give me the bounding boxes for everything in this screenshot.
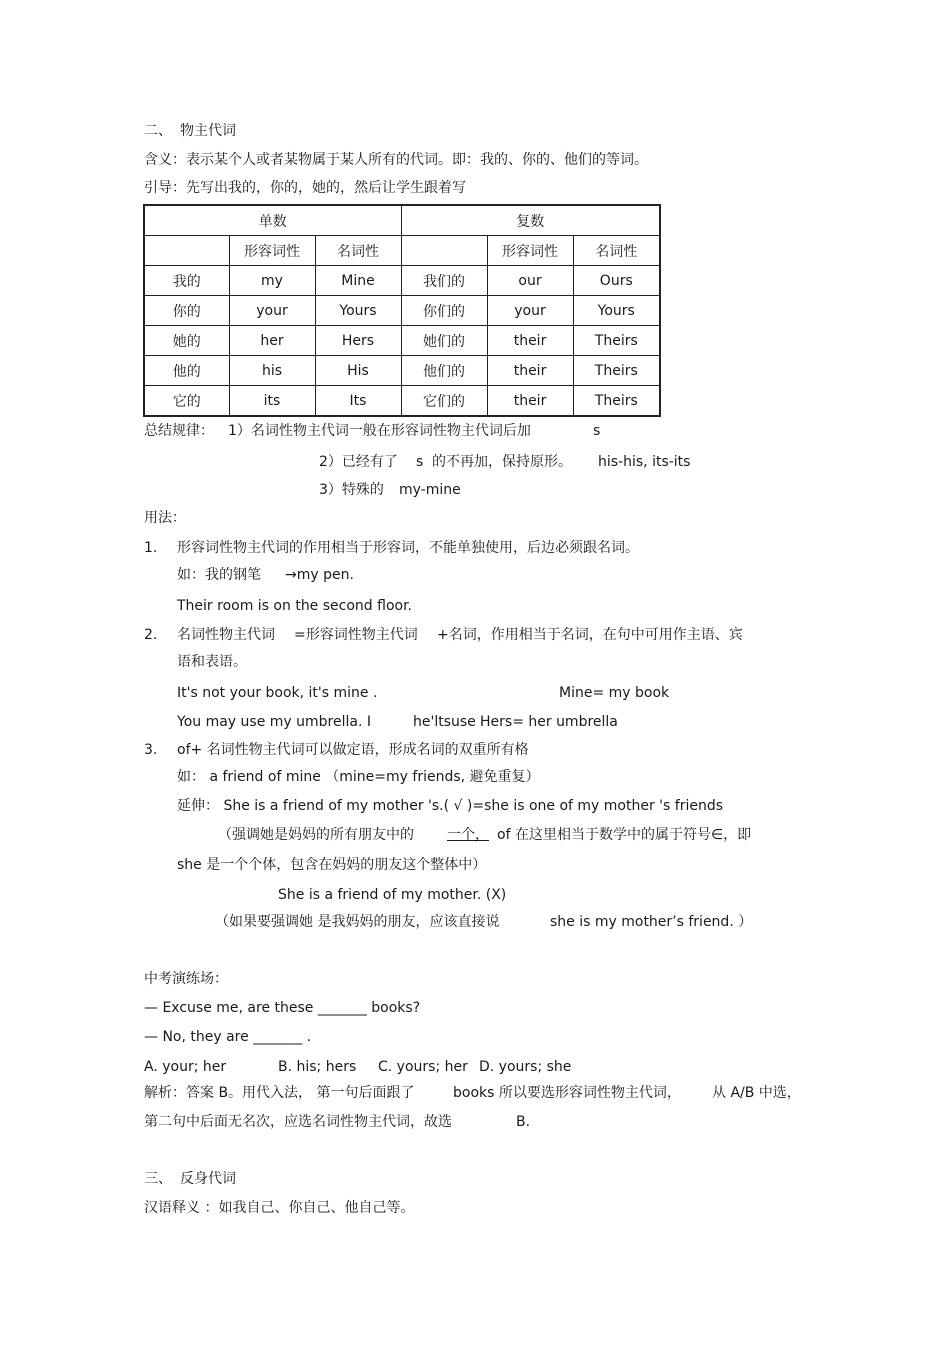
table-cell: His xyxy=(315,356,401,386)
section-heading: 反身代词 xyxy=(180,1171,236,1187)
summary-rule3: 3）特殊的 xyxy=(319,482,384,498)
usage-item2-example1: It's not your book, it's mine . xyxy=(177,685,378,701)
table-cell: your xyxy=(229,296,315,326)
table-row xyxy=(144,356,660,386)
table-cell: Theirs xyxy=(573,356,660,386)
usage-item3: of+ 名词性物主代词可以做定语，形成名词的双重所有格 xyxy=(177,742,529,758)
summary-rule3-example: my-mine xyxy=(399,482,461,498)
exam-question-line1: — Excuse me, are these _______ books? xyxy=(144,1000,421,1016)
usage-item1-example-label: 如：我的钢笔 xyxy=(177,567,261,583)
table-cell: 我的 xyxy=(144,266,229,296)
exam-option-c: C. yours; her xyxy=(378,1059,468,1075)
table-cell: Theirs xyxy=(573,386,660,417)
table-row xyxy=(144,386,660,417)
table-cell: our xyxy=(487,266,573,296)
table-row xyxy=(144,296,660,326)
meaning-text: 含义：表示某个人或者某物属于某人所有的代词。即：我的、你的、他们的等词。 xyxy=(144,152,648,168)
usage-item2-c: +名词，作用相当于名词，在句中可用作主语、宾 xyxy=(437,627,743,643)
section-number: 二、 xyxy=(144,123,172,139)
exam-question-line2: — No, they are _______ . xyxy=(144,1029,312,1045)
table-row xyxy=(144,326,660,356)
summary-rule2: 2）已经有了 xyxy=(319,454,398,470)
exam-analysis-b: books 所以要选形容词性物主代词， xyxy=(453,1085,681,1101)
usage-item2-example2: You may use my umbrella. I xyxy=(177,714,371,730)
table-row xyxy=(144,266,660,296)
section-heading: 物主代词 xyxy=(180,123,236,139)
possessive-pronoun-table xyxy=(143,204,661,417)
table-cell: Yours xyxy=(315,296,401,326)
summary-rule1: 1）名词性物主代词一般在形容词性物主代词后加 xyxy=(228,423,531,439)
usage-item1-example2: Their room is on the second floor. xyxy=(177,598,412,614)
table-cell: 她们的 xyxy=(401,326,487,356)
table-cell: your xyxy=(487,296,573,326)
table-cell: 你们的 xyxy=(401,296,487,326)
section3-meaning: 汉语释义 ：如我自己、你自己、他自己等。 xyxy=(144,1200,415,1216)
table-cell: 它们的 xyxy=(401,386,487,417)
table-cell: 他们的 xyxy=(401,356,487,386)
table-cell: its xyxy=(229,386,315,417)
usage-item2-example2-note: Hers= her umbrella xyxy=(480,714,618,730)
exam-label: 中考演练场： xyxy=(144,971,228,987)
table-cell: Yours xyxy=(573,296,660,326)
usage-item3-note-c: of 在这里相当于数学中的属于符号∈，即 xyxy=(497,827,752,843)
usage-item3-wrong-example: She is a friend of my mother. (X) xyxy=(278,887,507,903)
table-cell: Mine xyxy=(315,266,401,296)
usage-item3-note-b: 一个， xyxy=(447,827,489,843)
adj-header: 形容词性 xyxy=(229,236,315,266)
usage-item3-note-a: （强调她是妈妈的所有朋友中的 xyxy=(218,827,414,843)
plural-header: 复数 xyxy=(401,205,660,236)
summary-label: 总结规律： xyxy=(144,423,214,439)
usage-item3-example: 如： a friend of mine （mine=my friends, 避免重复） xyxy=(177,769,540,785)
usage-item3-wrong-note-a: （如果要强调她 是我妈妈的朋友，应该直接说 xyxy=(215,914,500,930)
item-number: 3. xyxy=(144,742,158,758)
table-cell: 你的 xyxy=(144,296,229,326)
table-cell: 它的 xyxy=(144,386,229,417)
usage-item1-example: →my pen. xyxy=(285,567,354,583)
table-cell: Its xyxy=(315,386,401,417)
exam-option-a: A. your; her xyxy=(144,1059,227,1075)
summary-rule1-s: s xyxy=(593,423,601,439)
usage-item3-extension: 延伸： She is a friend of my mother 's.( √ )=she is one of my mother 's friends xyxy=(177,798,724,814)
table-subheader-row xyxy=(144,236,660,266)
table-cell: Hers xyxy=(315,326,401,356)
exam-analysis-a: 解析：答案 B。用代入法， 第一句后面跟了 xyxy=(144,1085,415,1101)
item-number: 1. xyxy=(144,540,158,556)
usage-label: 用法： xyxy=(144,510,186,526)
adj-header: 形容词性 xyxy=(487,236,573,266)
usage-item2-example1-note: Mine= my book xyxy=(559,685,670,701)
summary-rule2-s: s xyxy=(416,454,424,470)
table-cell: their xyxy=(487,356,573,386)
exam-option-d: D. yours; she xyxy=(479,1059,572,1075)
table-cell: 他的 xyxy=(144,356,229,386)
item-number: 2. xyxy=(144,627,158,643)
empty-cell xyxy=(144,236,229,266)
exam-analysis-c: 从 A/B 中选， xyxy=(712,1085,801,1101)
empty-cell xyxy=(401,236,487,266)
table-group-header-row xyxy=(144,205,660,236)
table-cell: their xyxy=(487,386,573,417)
table-cell: Theirs xyxy=(573,326,660,356)
table-cell: his xyxy=(229,356,315,386)
section-number: 三、 xyxy=(144,1171,172,1187)
singular-header: 单数 xyxy=(144,205,401,236)
exam-analysis-e: B. xyxy=(516,1114,531,1130)
summary-rule2-rest: 的不再加，保持原形。 xyxy=(432,454,572,470)
summary-rule2-example: his-his, its-its xyxy=(598,454,691,470)
usage-item2-continued: 语和表语。 xyxy=(177,654,247,670)
guide-text: 引导：先写出我的，你的，她的，然后让学生跟着写 xyxy=(144,180,466,196)
table-cell: 我们的 xyxy=(401,266,487,296)
usage-item2-b: =形容词性物主代词 xyxy=(294,627,418,643)
table-cell: her xyxy=(229,326,315,356)
table-cell: 她的 xyxy=(144,326,229,356)
usage-item2-example2-mid: he'ltsuse xyxy=(413,714,476,730)
usage-item2-a: 名词性物主代词 xyxy=(177,627,275,643)
exam-analysis-d: 第二句中后面无名次，应选名词性物主代词，故选 xyxy=(144,1114,452,1130)
table-cell: my xyxy=(229,266,315,296)
usage-item3-wrong-note-b: she is my mother’s friend. ） xyxy=(550,914,753,930)
table-cell: their xyxy=(487,326,573,356)
noun-header: 名词性 xyxy=(315,236,401,266)
exam-option-b: B. his; hers xyxy=(278,1059,357,1075)
usage-item1: 形容词性物主代词的作用相当于形容词，不能单独使用，后边必须跟名词。 xyxy=(177,540,639,556)
noun-header: 名词性 xyxy=(573,236,660,266)
usage-item3-note-d: she 是一个个体，包含在妈妈的朋友这个整体中） xyxy=(177,857,487,873)
table-cell: Ours xyxy=(573,266,660,296)
